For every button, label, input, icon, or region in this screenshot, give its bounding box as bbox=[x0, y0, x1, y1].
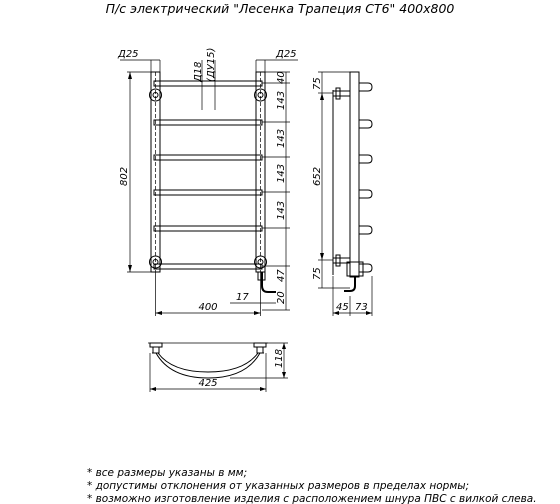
rung bbox=[154, 190, 262, 195]
curved-pipe-inner bbox=[158, 353, 258, 372]
dim-spacing-3: 143 bbox=[276, 163, 287, 183]
dim-top-width: 425 bbox=[198, 378, 218, 389]
dim-spacing-top: 40 bbox=[276, 71, 287, 84]
drawing-title: П/с электрический "Лесенка Трапеция СТ6" 400x800 bbox=[105, 1, 455, 16]
rung bbox=[154, 155, 262, 160]
notes bbox=[87, 467, 537, 504]
side-rung-stubs bbox=[359, 83, 372, 272]
front-view bbox=[117, 48, 298, 316]
wall-mounts bbox=[150, 89, 267, 268]
dim-mount-distance: 652 bbox=[312, 166, 323, 186]
top-view bbox=[148, 343, 288, 392]
dim-inlet-dia: Д18 bbox=[193, 61, 204, 82]
curved-pipe-outer bbox=[152, 353, 264, 378]
note-2: * допустимы отклонения от указанных размеров в пределах нормы; bbox=[87, 480, 470, 492]
dim-depth-b: 73 bbox=[355, 302, 368, 313]
dim-inlet-thread: (ДУ15) bbox=[206, 47, 217, 82]
power-cord bbox=[262, 272, 276, 292]
rung bbox=[154, 120, 262, 125]
dim-spacing-4: 143 bbox=[276, 200, 287, 220]
dim-spacing-bottom: 20 bbox=[276, 291, 287, 304]
dim-spacing-1: 143 bbox=[276, 90, 287, 110]
dim-spacing-2: 143 bbox=[276, 128, 287, 148]
rungs bbox=[154, 81, 262, 269]
dim-pipe-dia-left: Д25 bbox=[118, 49, 139, 60]
note-1: * все размеры указаны в мм; bbox=[87, 467, 248, 479]
side-pipe bbox=[350, 72, 359, 277]
note-3: * возможно изготовление изделия с расположением шнура ПВС с вилкой слева. bbox=[87, 493, 537, 504]
rung bbox=[154, 264, 262, 269]
dim-width-total: 400 bbox=[198, 302, 218, 313]
dim-top-depth: 118 bbox=[274, 348, 285, 368]
side-view bbox=[312, 72, 372, 316]
dim-spacing-low: 47 bbox=[276, 269, 287, 282]
dim-bottom-mount: 75 bbox=[312, 267, 323, 280]
rung bbox=[154, 226, 262, 231]
dim-offset-bottom: 17 bbox=[236, 292, 249, 303]
dim-pipe-dia-right: Д25 bbox=[276, 49, 297, 60]
dim-top-mount: 75 bbox=[312, 77, 323, 90]
dim-depth-a: 45 bbox=[336, 302, 349, 313]
dim-height-total: 802 bbox=[119, 166, 130, 186]
